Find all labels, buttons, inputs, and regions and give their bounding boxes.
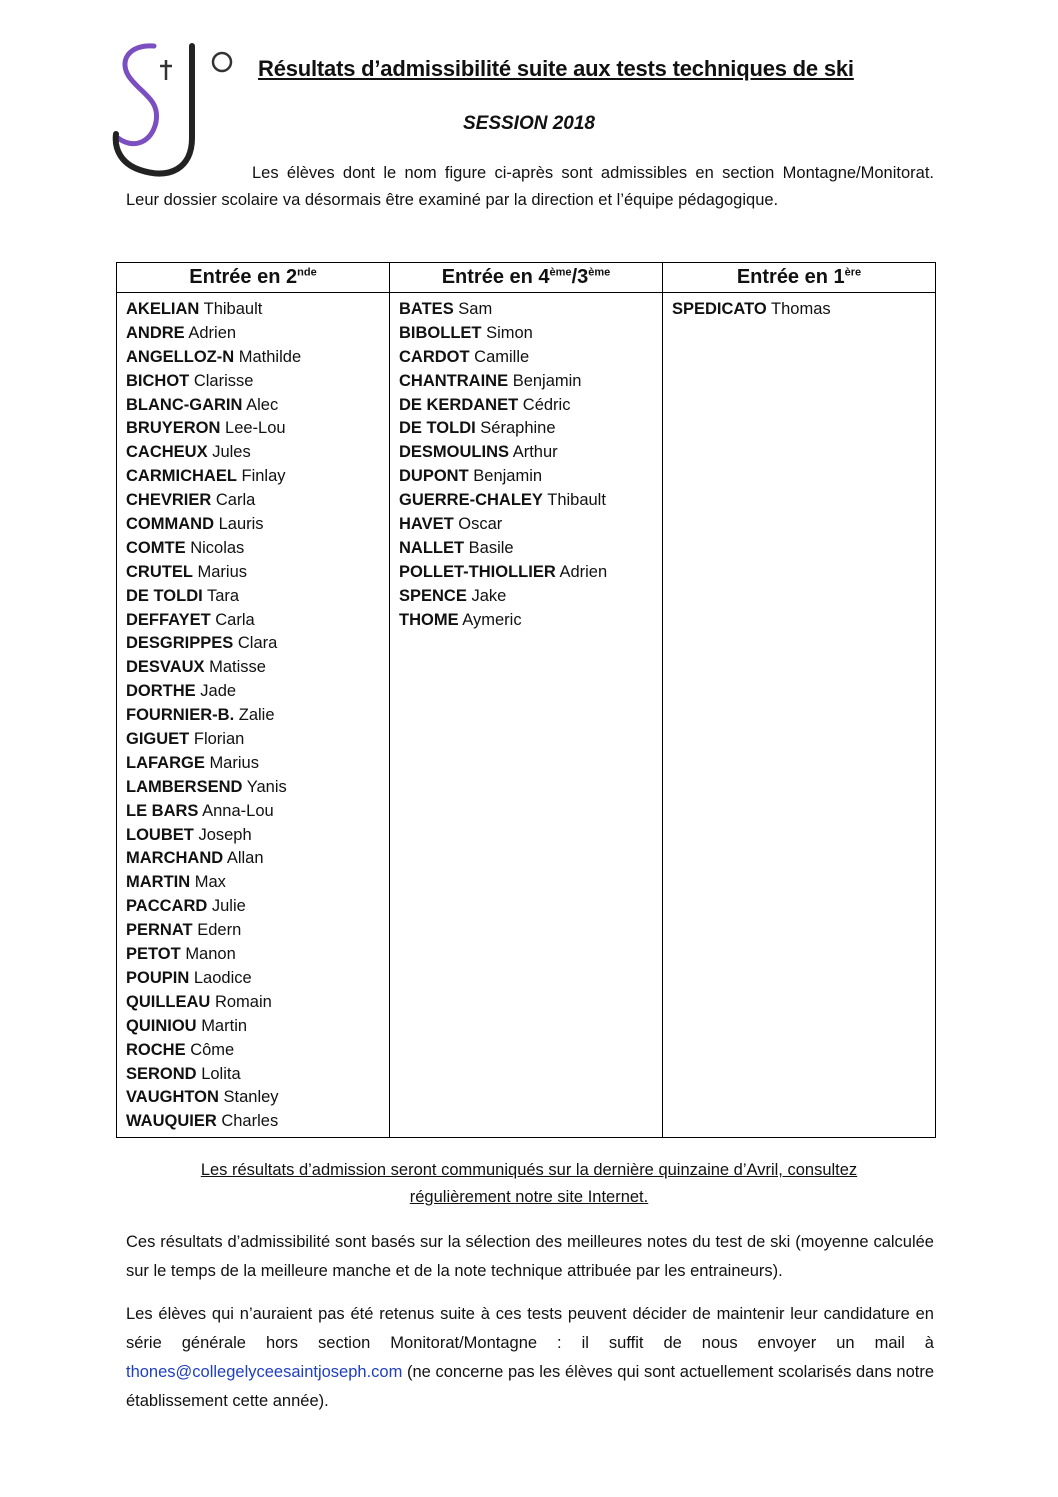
last-name: MARTIN xyxy=(126,873,191,892)
col-header-1ere: Entrée en 1ère xyxy=(663,263,936,293)
last-name: SPEDICATO xyxy=(672,300,767,318)
first-name: Jade xyxy=(200,682,237,701)
email-link[interactable]: thones@collegelyceesaintjoseph.com xyxy=(126,1363,403,1381)
last-name: BLANC-GARIN xyxy=(126,395,243,414)
list-item xyxy=(399,512,662,536)
selection-paragraph: Ces résultats d’admissibilité sont basés sur la sélection des meilleures notes du test de ski (moyenne calculée sur le temps de la meilleure manche et de la note technique attribuée par les entraineurs). xyxy=(126,1233,934,1280)
list-item xyxy=(126,369,389,393)
list-item xyxy=(126,297,389,321)
application-paragraph: Les élèves qui n’auraient pas été retenus suite à ces tests peuvent décider de maintenir leur candidature en série générale hors section Monitorat/Montagne : il suffit de nous envoyer un mail à thones@collegelyceesaintjoseph.com (ne concerne pas les élèves qui sont actuellement scolarisés dans notre établissement cette année). xyxy=(126,1305,934,1410)
first-name: Finlay xyxy=(241,467,286,486)
last-name: POLLET-THIOLLIER xyxy=(399,562,556,581)
first-name: Allan xyxy=(226,849,264,868)
first-name: Manon xyxy=(185,945,236,964)
list-item xyxy=(126,416,389,440)
first-name: Edern xyxy=(197,921,242,940)
last-name: ANGELLOZ-N xyxy=(126,347,235,366)
last-name: BICHOT xyxy=(126,371,190,390)
last-name: PETOT xyxy=(126,945,181,964)
list-item xyxy=(126,942,389,966)
last-name: POUPIN xyxy=(126,968,190,987)
first-name: Julie xyxy=(211,897,246,916)
list-item xyxy=(399,416,662,440)
first-name: Carla xyxy=(215,491,256,510)
list-item xyxy=(126,440,389,464)
col-1ere-names xyxy=(663,293,936,1138)
first-name: Lolita xyxy=(201,1064,241,1083)
last-name: DE TOLDI xyxy=(399,419,476,438)
last-name: NALLET xyxy=(399,538,465,557)
first-name: Lee-Lou xyxy=(225,419,286,438)
first-name: Florian xyxy=(193,730,245,749)
first-name: Clarisse xyxy=(193,371,254,390)
last-name: ROCHE xyxy=(126,1040,186,1059)
first-name: Séraphine xyxy=(480,419,556,438)
list-item xyxy=(399,608,662,632)
first-name: Oscar xyxy=(458,515,503,534)
list-item xyxy=(126,393,389,417)
list-item xyxy=(399,584,662,608)
first-name: Laodice xyxy=(193,968,252,987)
first-name: Tara xyxy=(207,586,240,605)
last-name: PERNAT xyxy=(126,921,193,940)
last-name: CHANTRAINE xyxy=(399,371,509,390)
notice-line-1: Les résultats d’admission seront communiqués sur la dernière quinzaine d’Avril, consultez xyxy=(200,1161,858,1179)
last-name: VAUGHTON xyxy=(126,1088,219,1107)
last-name: ANDRE xyxy=(126,323,185,342)
list-item xyxy=(126,321,389,345)
first-name: Thomas xyxy=(771,300,831,318)
list-item xyxy=(126,1085,389,1109)
list-item xyxy=(126,823,389,847)
list-item xyxy=(126,703,389,727)
list-item xyxy=(126,608,389,632)
last-name: LE BARS xyxy=(126,801,199,820)
intro-text xyxy=(126,160,934,214)
first-name: Camille xyxy=(474,347,530,366)
first-name: Sam xyxy=(458,300,493,318)
last-name: PACCARD xyxy=(126,897,208,916)
first-name: Aymeric xyxy=(462,610,522,629)
list-item xyxy=(126,870,389,894)
last-name: CARDOT xyxy=(399,347,470,366)
intro-line-1: Les élèves dont le nom figure ci-après sont admissibles en section Montagne/Monitorat. xyxy=(252,164,934,182)
last-name: CHEVRIER xyxy=(126,491,212,510)
list-item xyxy=(126,584,389,608)
last-name: DESGRIPPES xyxy=(126,634,234,653)
col-2nde-names xyxy=(117,293,390,1138)
list-item xyxy=(126,536,389,560)
last-name: BATES xyxy=(399,300,454,318)
last-name: THOME xyxy=(399,610,459,629)
results-table xyxy=(116,262,936,1138)
last-name: DEFFAYET xyxy=(126,610,211,629)
list-item xyxy=(126,1062,389,1086)
list-item xyxy=(399,488,662,512)
first-name: Jake xyxy=(471,586,507,605)
first-name: Lauris xyxy=(218,515,264,534)
last-name: BRUYERON xyxy=(126,419,221,438)
last-name: DESVAUX xyxy=(126,658,205,677)
last-name: GUERRE-CHALEY xyxy=(399,491,543,510)
list-item xyxy=(399,560,662,584)
list-item xyxy=(399,345,662,369)
col-header-4eme-3eme: Entrée en 4ème/3ème xyxy=(390,263,663,293)
list-item xyxy=(126,966,389,990)
first-name: Marius xyxy=(209,753,259,772)
first-name: Simon xyxy=(486,323,533,342)
last-name: WAUQUIER xyxy=(126,1112,217,1131)
first-name: Benjamin xyxy=(473,467,543,486)
list-item xyxy=(126,560,389,584)
list-item xyxy=(126,655,389,679)
first-name: Clara xyxy=(237,634,278,653)
list-item xyxy=(126,512,389,536)
list-item xyxy=(126,990,389,1014)
list-item xyxy=(126,799,389,823)
last-name: CRUTEL xyxy=(126,562,193,581)
last-name: GIGUET xyxy=(126,730,190,749)
last-name: LOUBET xyxy=(126,825,194,844)
last-name: CACHEUX xyxy=(126,443,208,462)
list-item xyxy=(126,345,389,369)
first-name: Adrien xyxy=(188,323,237,342)
list-item xyxy=(126,775,389,799)
last-name: DE TOLDI xyxy=(126,586,203,605)
first-name: Alec xyxy=(246,395,279,414)
list-item xyxy=(126,631,389,655)
list-item xyxy=(126,1109,389,1133)
session-label: SESSION 2018 xyxy=(462,113,596,134)
list-item xyxy=(399,440,662,464)
sjo-logo-icon xyxy=(110,38,240,178)
last-name: CARMICHAEL xyxy=(126,467,237,486)
list-item xyxy=(126,727,389,751)
last-name: SEROND xyxy=(126,1064,197,1083)
last-name: BIBOLLET xyxy=(399,323,482,342)
first-name: Adrien xyxy=(559,562,608,581)
list-item xyxy=(399,369,662,393)
first-name: Thibault xyxy=(547,491,606,510)
first-name: Carla xyxy=(215,610,255,629)
first-name: Yanis xyxy=(246,777,287,796)
first-name: Arthur xyxy=(512,443,558,462)
first-name: Romain xyxy=(214,992,272,1011)
last-name: QUINIOU xyxy=(126,1016,197,1035)
first-name: Zalie xyxy=(238,706,275,725)
last-name: MARCHAND xyxy=(126,849,224,868)
list-item xyxy=(126,1014,389,1038)
list-item xyxy=(126,1038,389,1062)
first-name: Martin xyxy=(201,1016,248,1035)
list-item xyxy=(126,488,389,512)
last-name: HAVET xyxy=(399,515,454,534)
list-item xyxy=(126,894,389,918)
last-name: DE KERDANET xyxy=(399,395,519,414)
col-4eme-3eme-names xyxy=(390,293,663,1138)
list-item xyxy=(126,679,389,703)
first-name: Marius xyxy=(197,562,248,581)
page-title: Résultats d’admissibilité suite aux tests techniques de ski xyxy=(258,56,854,81)
notice-line-2: régulièrement notre site Internet. xyxy=(409,1188,649,1206)
list-item xyxy=(672,297,935,321)
last-name: FOURNIER-B. xyxy=(126,706,235,725)
last-name: DORTHE xyxy=(126,682,196,701)
last-name: SPENCE xyxy=(399,586,467,605)
last-name: COMTE xyxy=(126,538,186,557)
list-item xyxy=(126,751,389,775)
list-item xyxy=(126,918,389,942)
first-name: Max xyxy=(194,873,226,892)
last-name: LAFARGE xyxy=(126,753,205,772)
first-name: Matisse xyxy=(209,658,266,677)
first-name: Thibault xyxy=(203,300,263,318)
list-item xyxy=(399,321,662,345)
last-name: AKELIAN xyxy=(126,300,200,318)
first-name: Basile xyxy=(468,538,514,557)
last-name: DUPONT xyxy=(399,467,469,486)
intro-line-2: Leur dossier scolaire va désormais être examiné par la direction et l’équipe pédagogique. xyxy=(126,191,779,209)
list-item xyxy=(399,393,662,417)
first-name: Côme xyxy=(190,1040,235,1059)
first-name: Nicolas xyxy=(190,538,245,557)
last-name: COMMAND xyxy=(126,515,214,534)
last-name: QUILLEAU xyxy=(126,992,211,1011)
list-item xyxy=(126,464,389,488)
admission-notice xyxy=(0,1157,1058,1211)
first-name: Anna-Lou xyxy=(202,801,274,820)
first-name: Jules xyxy=(212,443,251,462)
first-name: Stanley xyxy=(223,1088,279,1107)
list-item xyxy=(399,464,662,488)
last-name: DESMOULINS xyxy=(399,443,510,462)
first-name: Joseph xyxy=(198,825,252,844)
first-name: Charles xyxy=(221,1112,279,1131)
list-item xyxy=(399,297,662,321)
list-item xyxy=(126,846,389,870)
first-name: Mathilde xyxy=(238,347,302,366)
first-name: Cédric xyxy=(522,395,571,414)
last-name: LAMBERSEND xyxy=(126,777,243,796)
list-item xyxy=(399,536,662,560)
first-name: Benjamin xyxy=(512,371,582,390)
col-header-2nde: Entrée en 2nde xyxy=(117,263,390,293)
